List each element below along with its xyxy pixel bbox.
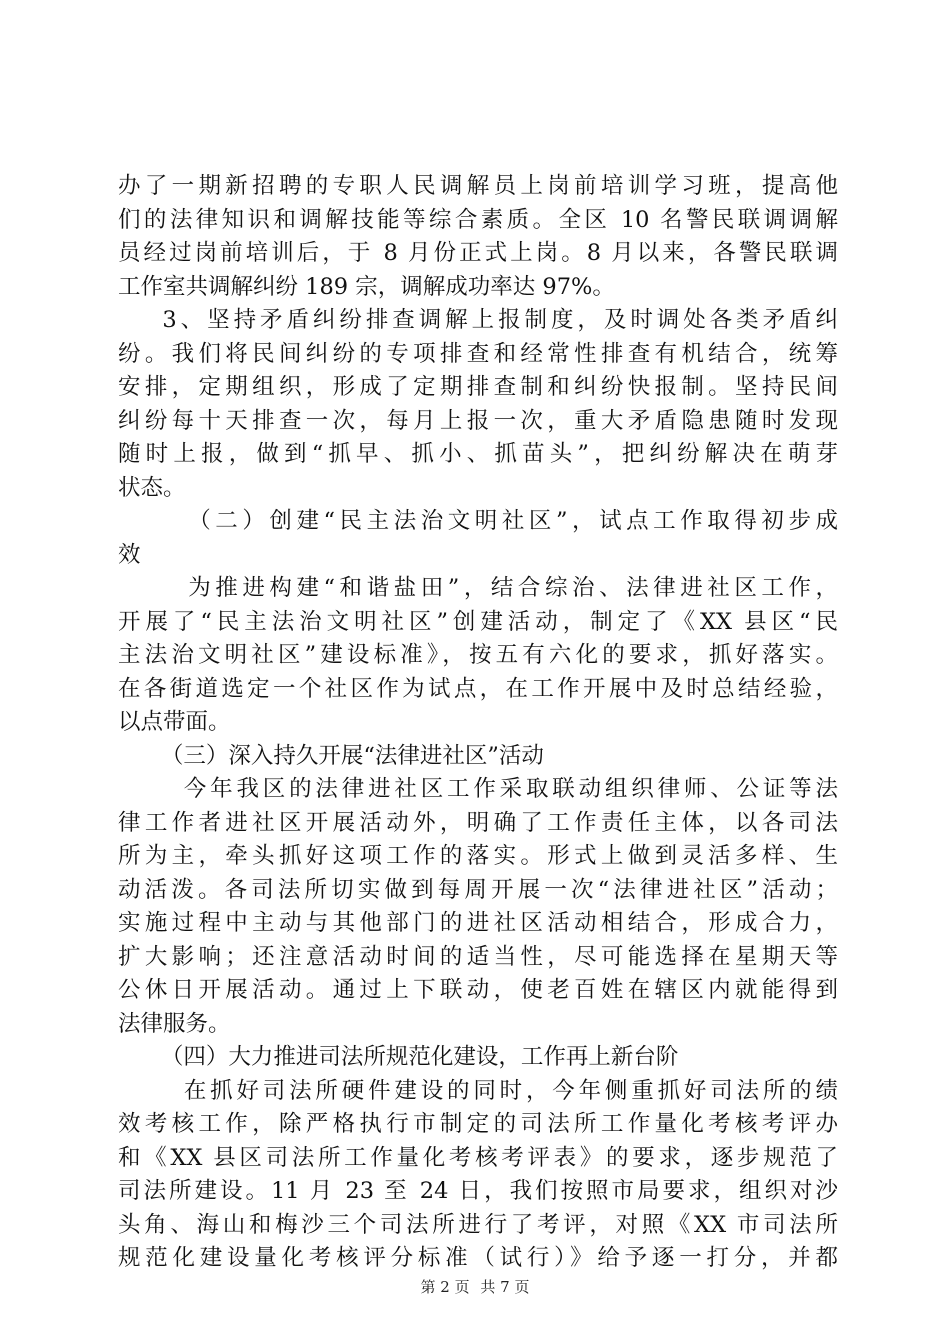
page-number: 第 2 页 (420, 1278, 470, 1296)
text-line: 工作室共调解纠纷 189 宗，调解成功率达 97%。 (118, 273, 615, 300)
section-heading: （四）大力推进司法所规范化建设，工作再上新台阶 (118, 1044, 679, 1070)
text-line: 实施过程中主动与其他部门的进社区活动相结合，形成合力， (118, 910, 838, 936)
section-heading: 效 (118, 541, 141, 568)
text-line: 法律服务。 (118, 1010, 231, 1037)
text-line: 纷。我们将民间纠纷的专项排查和经常性排查有机结合，统筹 (118, 340, 838, 367)
text-line: 所为主，牵头抓好这项工作的落实。形式上做到灵活多样、生 (118, 843, 838, 869)
text-line: 状态。 (118, 474, 186, 501)
text-line: 主法治文明社区”建设标准》，按五有六化的要求，抓好落实。 (118, 642, 838, 668)
text-line: 律工作者进社区开展活动外，明确了工作责任主体，以各司法 (118, 809, 838, 836)
text-line: 安排，定期组织，形成了定期排查制和纠纷快报制。坚持民间 (118, 374, 838, 400)
text-line: 动活泼。各司法所切实做到每周开展一次“法律进社区”活动； (118, 876, 838, 903)
text-line: 公休日开展活动。通过上下联动，使老百姓在辖区内就能得到 (118, 977, 838, 1003)
text-line: 在各街道选定一个社区作为试点，在工作开展中及时总结经验， (118, 675, 838, 702)
section-heading: （三）深入持久开展“法律进社区”活动 (118, 742, 544, 769)
text-line: 司法所建设。11 月 23 至 24 日，我们按照市局要求，组织对沙 (118, 1178, 838, 1204)
page-footer (0, 1277, 950, 1297)
text-line: 以点带面。 (118, 709, 231, 735)
text-line: 办了一期新招聘的专职人民调解员上岗前培训学习班，提高他 (118, 173, 838, 199)
text-line: 纠纷每十天排查一次，每月上报一次，重大矛盾隐患随时发现 (118, 407, 838, 434)
text-line: 和《XX 县区司法所工作量化考核考评表》的要求，逐步规范了 (118, 1144, 838, 1171)
page-total: 共 7 页 (480, 1278, 530, 1296)
text-line: 在抓好司法所硬件建设的同时，今年侧重抓好司法所的绩 (118, 1077, 838, 1104)
document-body (118, 170, 838, 1276)
section-heading: （二）创建“民主法治文明社区”，试点工作取得初步成 (118, 508, 838, 534)
text-line: 今年我区的法律进社区工作采取联动组织律师、公证等法 (118, 776, 838, 802)
text-line: 3、坚持矛盾纠纷排查调解上报制度，及时调处各类矛盾纠 (118, 307, 838, 333)
text-line: 们的法律知识和调解技能等综合素质。全区 10 名警民联调调解 (118, 206, 838, 233)
text-line: 随时上报，做到“抓早、抓小、抓苗头”，把纠纷解决在萌芽 (118, 441, 838, 467)
text-line: 为推进构建“和谐盐田”，结合综治、法律进社区工作， (118, 575, 838, 601)
text-line: 开展了“民主法治文明社区”创建活动，制定了《XX 县区“民 (118, 608, 838, 635)
text-line: 效考核工作，除严格执行市制定的司法所工作量化考核考评办 (118, 1111, 838, 1137)
text-line: 头角、海山和梅沙三个司法所进行了考评，对照《XX 市司法所 (118, 1211, 838, 1238)
text-line: 扩大影响；还注意活动时间的适当性，尽可能选择在星期天等 (118, 943, 838, 970)
text-line: 规范化建设量化考核评分标准（试行）》给予逐一打分，并都 (118, 1245, 838, 1271)
text-line: 员经过岗前培训后，于 8 月份正式上岗。8 月以来，各警民联调 (118, 240, 838, 266)
